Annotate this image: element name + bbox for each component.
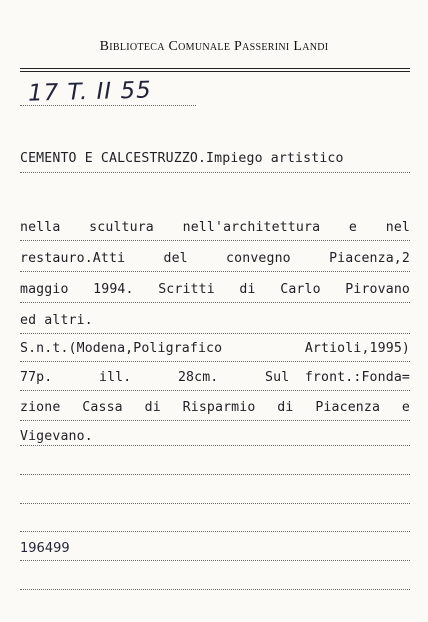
ruled-line [20,240,410,241]
record-line-7: zione Cassa di Risparmio di Piacenza e [20,400,410,415]
header-rule-top [20,68,410,69]
ruled-line [20,531,410,532]
ruled-line [20,589,410,590]
record-line-4: ed altri. [20,313,93,328]
shelfmark-underline [20,105,196,106]
ruled-line [20,420,410,421]
ruled-line [20,333,410,334]
record-line-5: S.n.t.(Modena,Poligrafico Artioli,1995) [20,341,410,356]
header-rule-bottom [20,71,410,72]
title-line: CEMENTO E CALCESTRUZZO.Impiego artistico [20,151,344,166]
inventory-number: 196499 [20,541,70,556]
ruled-line [20,302,410,303]
record-line-3: maggio 1994. Scritti di Carlo Pirovano [20,282,410,297]
ruled-line [20,361,410,362]
record-line-6: 77p. ill. 28cm. Sul front.:Fonda= [20,370,410,385]
record-line-2: restauro.Atti del convegno Piacenza,2 [20,251,410,266]
ruled-line [20,445,410,446]
record-line-8: Vigevano. [20,429,93,444]
ruled-line [20,560,410,561]
ruled-line [20,390,410,391]
library-header: Biblioteca Comunale Passerini Landi [99,39,329,54]
ruled-line [20,172,410,173]
shelfmark: 17 T. II 55 [27,77,152,107]
ruled-line [20,503,410,504]
record-line-1: nella scultura nell'architettura e nel [20,220,410,235]
ruled-line [20,474,410,475]
ruled-line [20,271,410,272]
